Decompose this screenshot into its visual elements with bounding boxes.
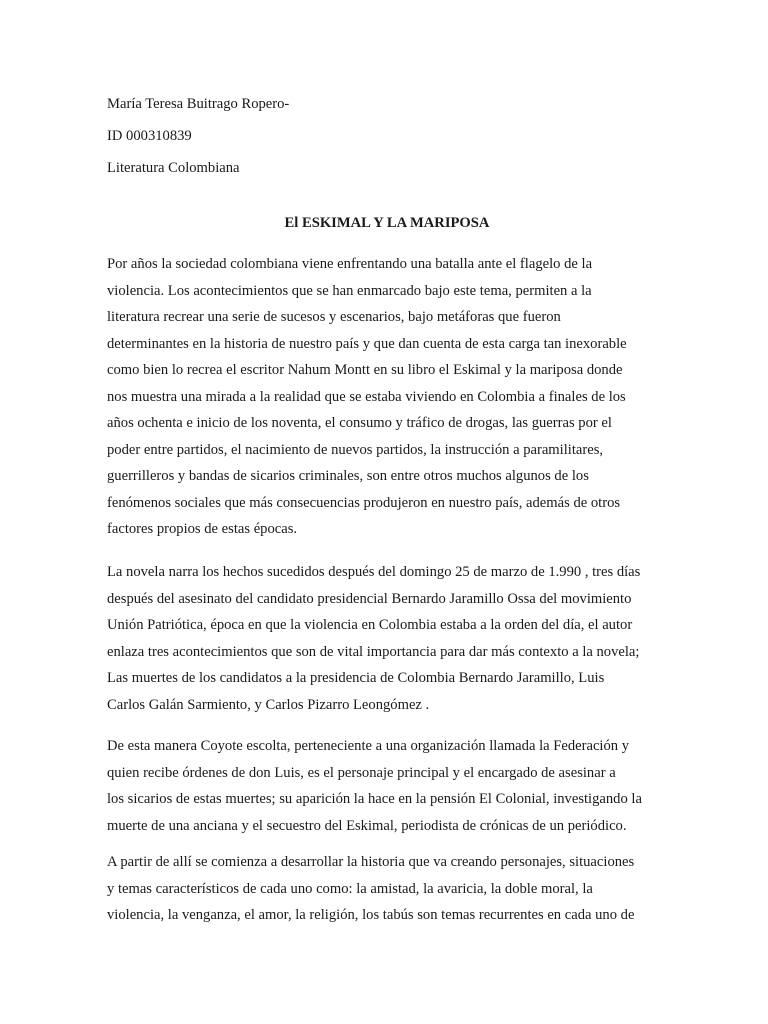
paragraph-line: quien recibe órdenes de don Luis, es el personaje principal y el encargado de asesinar a xyxy=(107,764,616,781)
paragraph-line: poder entre partidos, el nacimiento de nuevos partidos, la instrucción a paramilitares, xyxy=(107,441,604,458)
paragraph-line: fenómenos sociales que más consecuencias produjeron en nuestro país, además de otros xyxy=(107,494,621,511)
paragraph xyxy=(107,559,667,718)
paragraph-line: determinantes en la historia de nuestro país y que dan cuenta de esta carga tan inexorable xyxy=(107,335,627,352)
paragraph-line: Unión Patriótica, época en que la violencia en Colombia estaba a la orden del día, el autor xyxy=(107,617,633,633)
paragraph-line: como bien lo recrea el escritor Nahum Montt en su libro el Eskimal y la mariposa donde xyxy=(107,362,623,378)
student-id: ID 000310839 xyxy=(107,128,192,144)
paragraph-line: los sicarios de estas muertes; su aparición la hace en la pensión El Colonial, investigando la xyxy=(107,791,642,807)
paragraph-line: años ochenta e inicio de los noventa, el consumo y tráfico de drogas, las guerras por el xyxy=(107,415,612,431)
paragraph-line: guerrilleros y bandas de sicarios criminales, son entre otros muchos algunos de los xyxy=(107,468,589,484)
paragraph-line: violencia, la venganza, el amor, la religión, los tabús son temas recurrentes en cada uno de xyxy=(107,907,635,923)
paragraph-line: A partir de allí se comienza a desarrollar la historia que va creando personajes, situaciones xyxy=(107,854,635,870)
paragraph-line: enlaza tres acontecimientos que son de vital importancia para dar más contexto a la novela; xyxy=(107,643,640,660)
paragraph-line: nos muestra una mirada a la realidad que se estaba viviendo en Colombia a finales de los xyxy=(107,388,626,405)
paragraph-line: y temas característicos de cada uno como: la amistad, la avaricia, la doble moral, la xyxy=(107,880,593,897)
paragraph-line: muerte de una anciana y el secuestro del Eskimal, periodista de crónicas de un periódico. xyxy=(107,817,627,834)
document-header xyxy=(107,88,667,184)
document-title: El ESKIMAL Y LA MARIPOSA xyxy=(284,215,490,231)
paragraph-line: literatura recrear una serie de sucesos y escenarios, bajo metáforas que fueron xyxy=(107,309,561,325)
paragraph-line: Las muertes de los candidatos a la presidencia de Colombia Bernardo Jaramillo, Luis xyxy=(107,670,605,686)
paragraph-line: De esta manera Coyote escolta, perteneciente a una organización llamada la Federación y xyxy=(107,738,630,754)
paragraph xyxy=(107,733,667,839)
author-name: María Teresa Buitrago Ropero- xyxy=(107,96,290,112)
paragraph xyxy=(107,849,667,929)
paragraph xyxy=(107,251,667,543)
course-name: Literatura Colombiana xyxy=(107,160,240,176)
paragraph-line: Por años la sociedad colombiana viene enfrentando una batalla ante el flagelo de la xyxy=(107,256,593,272)
paragraph-line: Carlos Galán Sarmiento, y Carlos Pizarro Leongómez . xyxy=(107,696,430,713)
paragraph-line: después del asesinato del candidato presidencial Bernardo Jaramillo Ossa del movimiento xyxy=(107,590,632,607)
paragraph-line: factores propios de estas épocas. xyxy=(107,521,298,537)
paragraph-line: violencia. Los acontecimientos que se han enmarcado bajo este tema, permiten a la xyxy=(107,282,592,299)
paragraph-line: La novela narra los hechos sucedidos después del domingo 25 de marzo de 1.990 , tres días xyxy=(107,564,641,580)
